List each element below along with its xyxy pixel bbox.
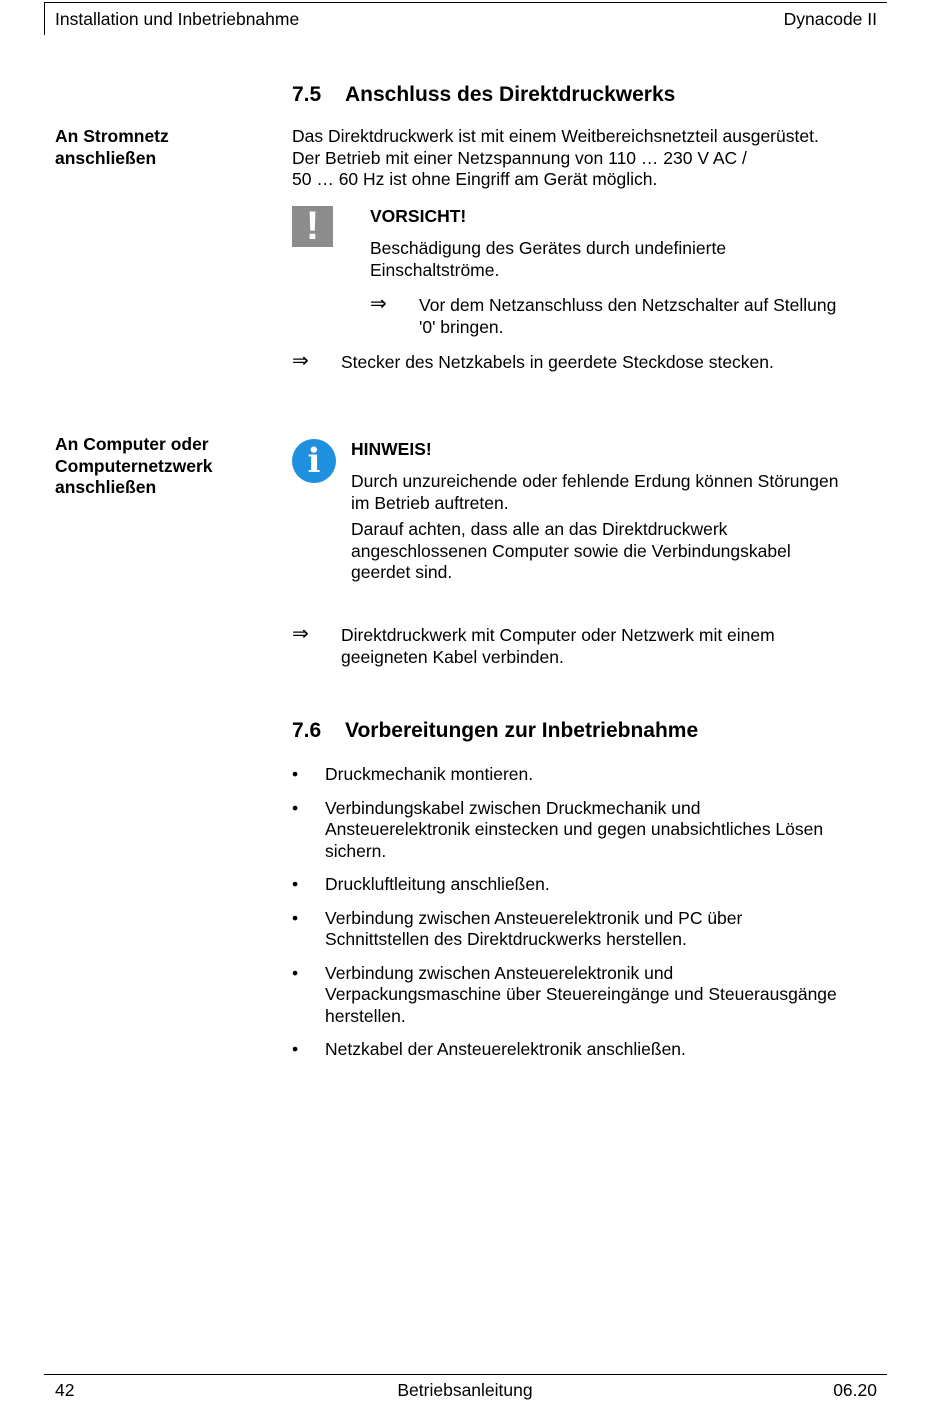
list-item-line: • Netzkabel der Ansteuerelektronik anschließen. <box>325 1039 686 1059</box>
step-line: Vor dem Netzanschluss den Netzschalter auf Stellung <box>419 295 837 315</box>
list-item-line: Ansteuerelektronik einstecken und gegen unabsichtliches Lösen <box>325 819 824 839</box>
paragraph-line: 50 … 60 Hz ist ohne Eingriff am Gerät möglich. <box>292 169 658 189</box>
header-chapter: Installation und Inbetriebnahme <box>55 9 300 29</box>
side-label-line: anschließen <box>55 147 157 168</box>
list-item-line: • Verbindungskabel zwischen Druckmechanik und <box>325 797 701 818</box>
header-rule <box>44 2 887 3</box>
note-line: Durch unzureichende oder fehlende Erdung können Störungen <box>351 471 839 491</box>
exclamation-icon: ! <box>292 206 333 247</box>
section-title: Anschluss des Direktdruckwerks <box>345 83 676 106</box>
caution-title: VORSICHT! <box>370 206 467 226</box>
step-line: Direktdruckwerk mit Computer oder Netzwerk mit einem <box>341 625 775 645</box>
side-label-line: Computernetzwerk <box>55 455 213 476</box>
note-line: Darauf achten, dass alle an das Direktdruckwerk <box>351 519 728 539</box>
paragraph-line: Der Betrieb mit einer Netzspannung von 110 … 230 V AC / <box>292 147 747 168</box>
list-item-line: Verpackungsmaschine über Steuereingänge und Steuerausgänge <box>325 984 837 1004</box>
footer-date: 06.20 <box>833 1380 877 1400</box>
list-item-line: • Verbindung zwischen Ansteuerelektronik und <box>325 962 674 983</box>
list-item <box>292 874 882 896</box>
side-label-power <box>55 126 275 169</box>
caution-step <box>419 295 884 338</box>
section-7-5-heading <box>292 82 675 108</box>
side-label-line: An Stromnetz <box>55 126 169 146</box>
list-item <box>292 1039 882 1061</box>
side-label-line: anschließen <box>55 477 157 497</box>
list-item-line: sichern. <box>325 840 387 861</box>
footer-rule <box>44 1374 887 1375</box>
list-item <box>292 764 882 786</box>
section-number: 7.5 <box>292 83 322 106</box>
side-label-line: An Computer oder <box>55 434 209 454</box>
note-text-1 <box>351 471 881 514</box>
arrow-icon: ⇒ <box>370 293 387 315</box>
note-title: HINWEIS! <box>351 439 432 459</box>
list-item-line: • Verbindung zwischen Ansteuerelektronik und PC über <box>325 907 743 928</box>
side-label-computer <box>55 434 275 499</box>
note-line: im Betrieb auftreten. <box>351 492 509 513</box>
note-text-2 <box>351 519 881 584</box>
step-plug-in: Stecker des Netzkabels in geerdete Steckdose stecken. <box>341 352 774 372</box>
power-paragraph <box>292 126 882 191</box>
list-item <box>292 963 882 1028</box>
header-product: Dynacode II <box>783 9 877 29</box>
list-item <box>292 908 882 951</box>
list-item-line: • Druckluftleitung anschließen. <box>325 874 550 894</box>
list-item <box>292 798 882 863</box>
section-title: Vorbereitungen zur Inbetriebnahme <box>345 719 699 742</box>
note-line: geerdet sind. <box>351 562 453 582</box>
preparation-list <box>292 764 882 1061</box>
arrow-icon: ⇒ <box>292 623 309 645</box>
section-7-6-heading <box>292 718 698 744</box>
list-item-line: herstellen. <box>325 1005 406 1026</box>
page-number: 42 <box>55 1380 75 1400</box>
caution-line: Einschaltströme. <box>370 259 500 280</box>
caution-text <box>370 238 880 281</box>
step-connect-computer <box>341 625 881 668</box>
note-line: angeschlossenen Computer sowie die Verbindungskabel <box>351 540 791 561</box>
arrow-icon: ⇒ <box>292 350 309 372</box>
step-line: '0' bringen. <box>419 316 504 337</box>
paragraph-line: Das Direktdruckwerk ist mit einem Weitbereichsnetzteil ausgerüstet. <box>292 126 819 146</box>
preparation-list-container <box>292 764 882 1073</box>
header-rule-vertical <box>44 2 45 35</box>
section-number: 7.6 <box>292 719 322 742</box>
step-line: geeigneten Kabel verbinden. <box>341 646 564 667</box>
footer-manual-title: Betriebsanleitung <box>397 1380 533 1400</box>
list-item-line: • Druckmechanik montieren. <box>325 764 534 784</box>
caution-line: Beschädigung des Gerätes durch undefinierte <box>370 238 727 258</box>
list-item-line: Schnittstellen des Direktdruckwerks herstellen. <box>325 929 687 949</box>
info-icon: i <box>292 439 336 483</box>
